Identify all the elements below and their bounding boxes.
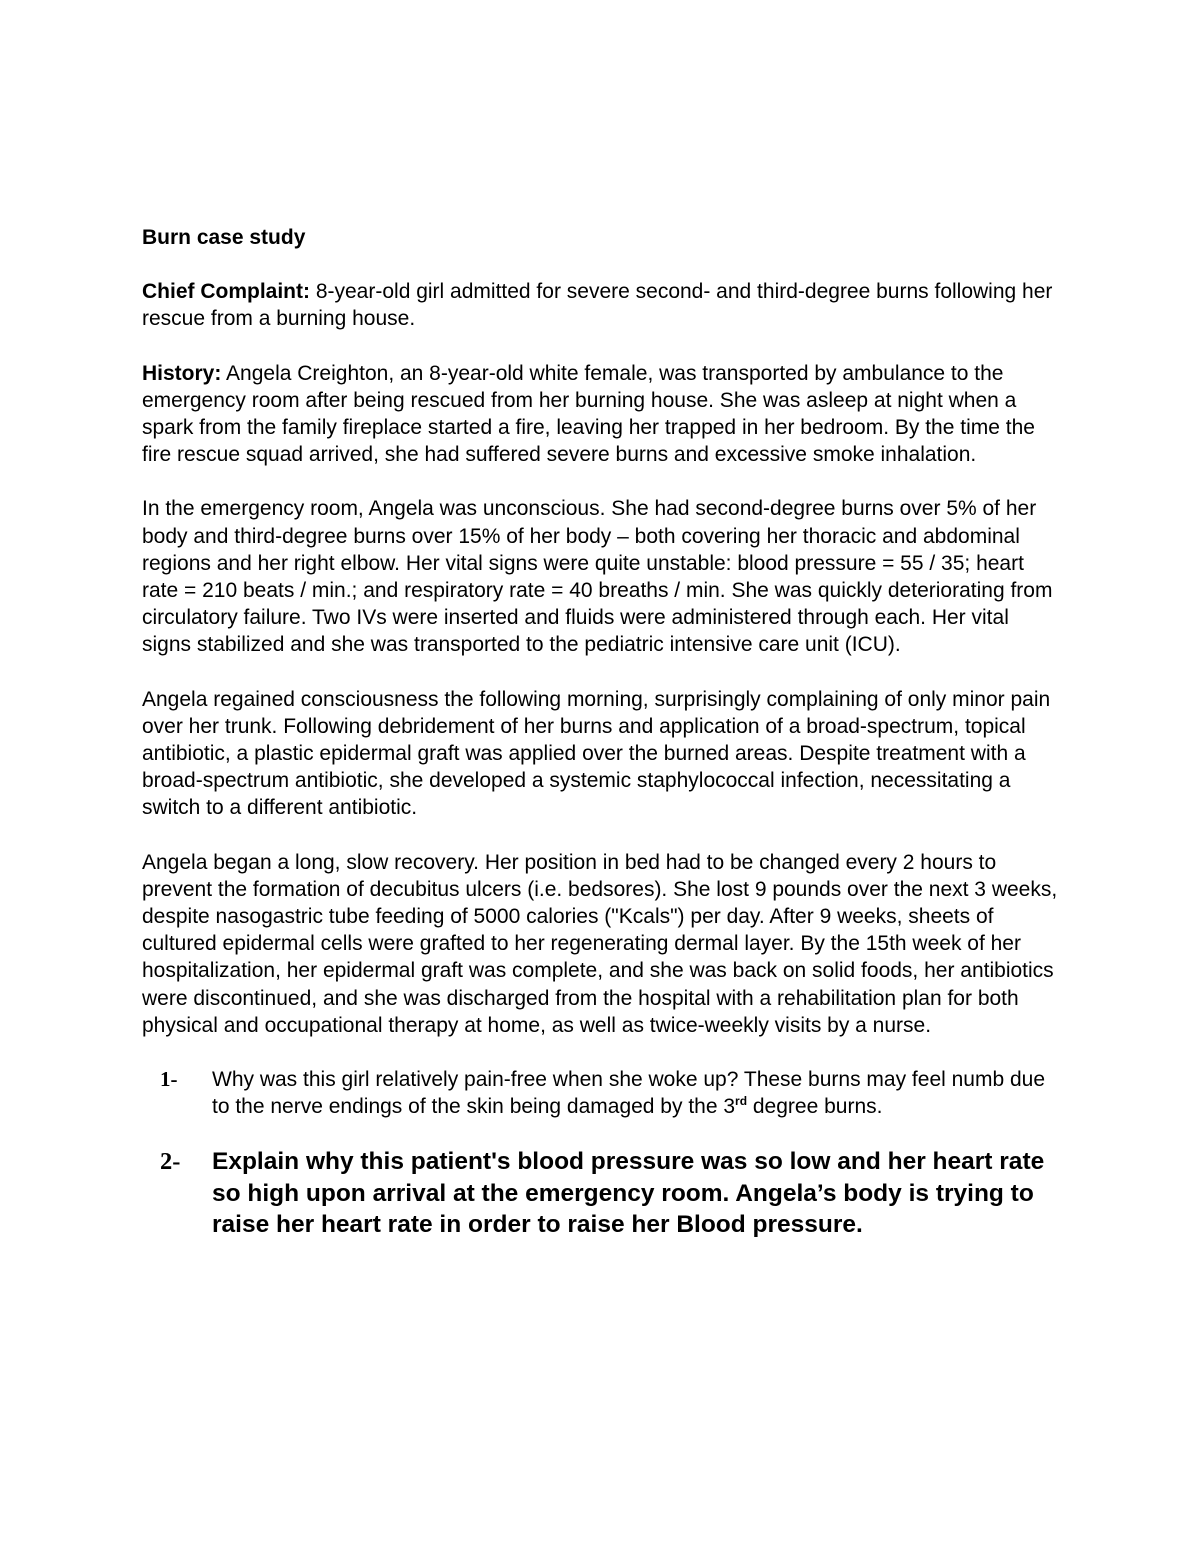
chief-complaint-text: 8-year-old girl admitted for severe second- and third-degree burns following her rescue from a burning house. (142, 280, 1053, 331)
document-title: Burn case study (142, 226, 306, 249)
chief-complaint-paragraph (142, 278, 1062, 332)
question-number: 1- (160, 1067, 178, 1092)
document-body (142, 224, 1062, 1241)
ordinal-suffix: rd (735, 1094, 748, 1109)
question-text: Why was this girl relatively pain-free when she woke up? These burns may feel numb due to the nerve endings of the skin being damaged by the 3 (212, 1068, 1046, 1119)
recovery-start-paragraph: Angela regained consciousness the following morning, surprisingly complaining of only minor pain over her trunk. Following debridement of her burns and application of a broad-spectrum, topical antibiotic, a plastic epidermal graft was applied over the burned areas. Despite treatment with a broad-spectrum antibiotic, she developed a systemic staphylococcal infection, necessitating a switch to a different antibiotic. (142, 687, 1051, 820)
question-item (142, 1146, 1062, 1241)
history-paragraph (142, 360, 1062, 469)
history-label: History: (142, 361, 222, 385)
question-text: Explain why this patient's blood pressure was so low and her heart rate so high upon arrival at the emergency room. Angela’s body is trying to raise her heart rate in order to raise her Blood pressure. (212, 1148, 1045, 1239)
long-recovery-paragraph: Angela began a long, slow recovery. Her position in bed had to be changed every 2 hours to prevent the formation of decubitus ulcers (i.e. bedsores). She lost 9 pounds over the next 3 weeks, despite nasogastric tube feeding of 5000 calories ("Kcals") per day. After 9 weeks, sheets of cultured epidermal cells were grafted to her regenerating dermal layer. By the 15th week of her hospitalization, her epidermal graft was complete, and she was back on solid foods, her antibiotics were discontinued, and she was discharged from the hospital with a rehabilitation plan for both physical and occupational therapy at home, as well as twice-weekly visits by a nurse. (142, 850, 1058, 1037)
question-list (142, 1066, 1062, 1241)
chief-complaint-label: Chief Complaint: (142, 280, 310, 304)
question-text-continued: degree burns. (747, 1095, 883, 1119)
question-number: 2- (160, 1148, 181, 1176)
question-item (142, 1066, 1062, 1120)
emergency-room-paragraph: In the emergency room, Angela was unconscious. She had second-degree burns over 5% of her body and third-degree burns over 15% of her body – both covering her thoracic and abdominal regions and her right elbow. Her vital signs were quite unstable: blood pressure = 55 / 35; heart rate = 210 beats / min.; and respiratory rate = 40 breaths / min. She was quickly deteriorating from circulatory failure. Two IVs were inserted and fluids were administered through each. Her vital signs stabilized and she was transported to the pediatric intensive care unit (ICU). (142, 497, 1053, 657)
history-text: Angela Creighton, an 8-year-old white female, was transported by ambulance to the emergency room after being rescued from her burning house. She was asleep at night when a spark from the family fireplace started a fire, leaving her trapped in her bedroom. By the time the fire rescue squad arrived, she had suffered severe burns and excessive smoke inhalation. (142, 361, 1035, 467)
